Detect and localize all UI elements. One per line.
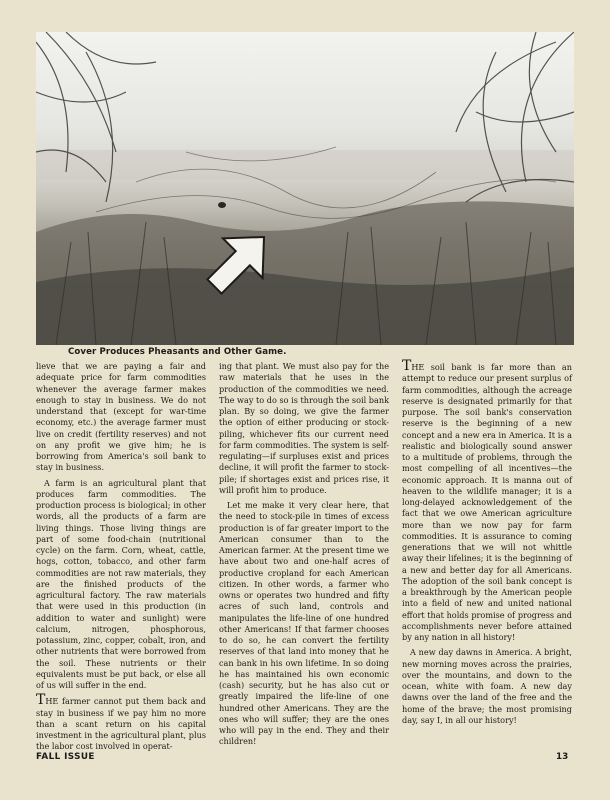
issue-label: FALL ISSUE bbox=[36, 752, 95, 762]
pheasant-cover-photo bbox=[36, 32, 574, 345]
article-column-1 bbox=[36, 361, 206, 757]
paragraph: lieve that we are paying a fair and adequate price for farm commodities whenever the average farmer makes enough to stay in business. We do not understand that (except for war-time economy, etc.) the average farmer must live on credit (fertility reserves) and not on any profit we give him; he is borrowing from America's soil bank to stay in business. bbox=[36, 361, 206, 473]
paragraph: ing that plant. We must also pay for the raw materials that he uses in the production of the commodities we need. The way to do so is through the soil bank plan. By so doing, we give the farmer the option of either producing or stock-piling, whichever fits our current need for farm commodities. The system is self-regulating—if surpluses exist and prices decline, it will profit the farmer to stock-pile; if shortages exist and prices rise, it will profit him to produce. bbox=[219, 361, 389, 495]
article-column-2 bbox=[219, 361, 389, 752]
paragraph: THE soil bank is far more than an attempt to reduce our present surplus of farm commodities, although the acreage reserve is designated primarily for that purpose. The soil bank's conservation reserve is the beginning of a new concept and a new era in America. It is a realistic and biologically sound answer to a multitude of problems, through the most compelling of all incentives—the economic approach. It is manna out of heaven to the wildlife manager; it is a long-delayed acknowledgement of the fact that we owe American agriculture more than we now pay for farm commodities. It is assurance to coming generations that we will not whittle away their lifelines; it is the beginning of a new and better day for all Americans. The adoption of the soil bank concept is a breakthrough by the American people into a field of new and united national effort that holds promise of progress and accomplishments never before attained by any nation in all history! bbox=[402, 358, 572, 642]
paragraph: A new day dawns in America. A bright, new morning moves across the prairies, over the mountains, and down to the ocean, white with foam. A new day dawns over the land of the free and the home of the brave; the most promising day, say I, in all our history! bbox=[402, 647, 572, 725]
paragraph: Let me make it very clear here, that the need to stock-pile in times of excess production is of far greater import to the American consumer than to the American farmer. At the present time we have about two and one-half acres of productive cropland for each American citizen. In other words, a farmer who owns or operates two hundred and fifty acres of such land, controls and manipulates the life-line of one hundred other Americans! If that farmer chooses to do so, he can convert the fertility reserves of that land into money that he can bank in his own lifetime. In so doing he has maintained his own economic (cash) security, but he has also cut or greatly impaired the life-line of one hundred other Americans. They are the ones who will suffer; they are the ones who will pay in the end. They and their children! bbox=[219, 500, 389, 747]
photo-illustration bbox=[36, 32, 574, 345]
paragraph: THE farmer cannot put them back and stay in business if we pay him no more than a scant return on his capital investment in the agricultural plant, plus the labor cost involved in operat- bbox=[36, 692, 206, 752]
photo-caption: Cover Produces Pheasants and Other Game. bbox=[68, 347, 287, 357]
article-column-3 bbox=[402, 358, 572, 730]
page-number: 13 bbox=[556, 752, 569, 762]
paragraph: A farm is an agricultural plant that produces farm commodities. The production process is biological; in other words, all the products of a farm are living things. Those living things are part of some food-chain (nutritional cycle) on the farm. Corn, wheat, cattle, hogs, cotton, tobacco, and other farm commodities are not raw materials, they are the finished products of the agricultural factory. The raw materials that were used in this production (in addition to water and sunlight) were calcium, nitrogen, phosphorous, potassium, zinc, copper, cobalt, iron, and other nutrients that were borrowed from the soil. These nutrients or their equivalents must be put back, or else all of us will suffer in the end. bbox=[36, 477, 206, 690]
